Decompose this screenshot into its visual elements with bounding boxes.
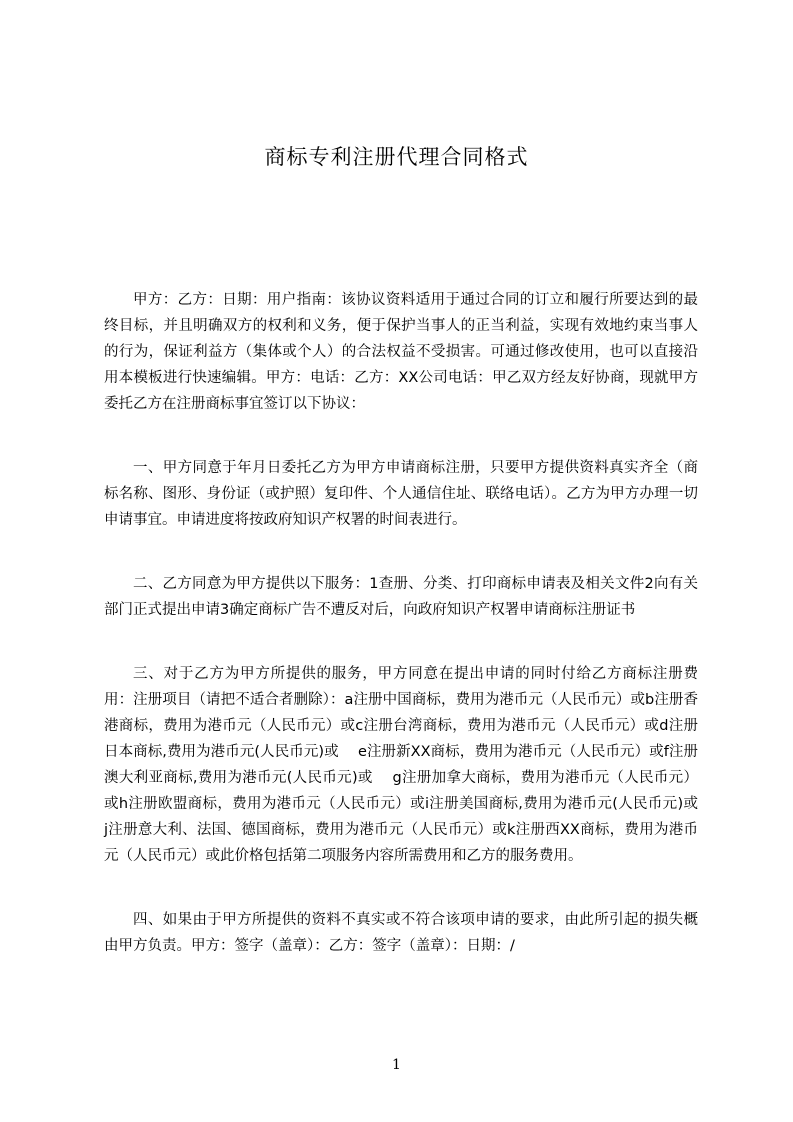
paragraph-intro: 甲方：乙方：日期：用户指南：该协议资料适用于通过合同的订立和履行所要达到的最终目标，并且明确双方的权利和义务，便于保护当事人的正当利益，实现有效地约束当事人的行为，保证利益方（集体或个人）的合法权益不受损害。可通过修改使用，也可以直接沿用本模板进行快速编辑。甲方：电话：乙方：XX公司电话：甲乙双方经友好协商，现就甲方委托乙方在注册商标事宜签订以下协议： — [104, 292, 698, 412]
paragraph-clause-3: 三、对于乙方为甲方所提供的服务，甲方同意在提出申请的同时付给乙方商标注册费用：注册项目（请把不适合者删除）：a注册中国商标，费用为港币元（人民币元）或b注册香港商标，费用为港币元（人民币元）或c注册台湾商标，费用为港币元（人民币元）或d注册日本商标,费用为港币元(人民币元)或 e注册新XX商标，费用为港币元（人民币元）或f注册澳大利亚商标,费用为港币元(人民币元)或 g注册加拿大商标，费用为港币元（人民币元）或h注册欧盟商标，费用为港币元（人民币元）或i注册美国商标,费用为港币元(人民币元)或 j注册意大利、法国、德国商标，费用为港币元（人民币元）或k注册西XX商标，费用为港币元（人民币元）或此价格包括第二项服务内容所需费用和乙方的服务费用。 — [104, 666, 718, 864]
paragraph-clause-4: 四、如果由于甲方所提供的资料不真实或不符合该项申请的要求，由此所引起的损失概由甲方负责。甲方：签字（盖章）：乙方：签字（盖章）：日期：/ — [104, 912, 698, 954]
paragraph-clause-1: 一、甲方同意于年月日委托乙方为甲方申请商标注册，只要甲方提供资料真实齐全（商标名称、图形、身份证（或护照）复印件、个人通信住址、联络电话）。乙方为甲方办理一切申请事宜。申请进度将按政府知识产权署的时间表进行。 — [104, 460, 698, 528]
document-title: 商标专利注册代理合同格式 — [264, 145, 529, 169]
document-body — [104, 287, 718, 997]
page-number: 1 — [392, 1057, 401, 1073]
paragraph-clause-2: 二、乙方同意为甲方提供以下服务：1查册、分类、打印商标申请表及相关文件2向有关部门正式提出申请3确定商标广告不遭反对后，向政府知识产权署申请商标注册证书 — [104, 576, 698, 618]
